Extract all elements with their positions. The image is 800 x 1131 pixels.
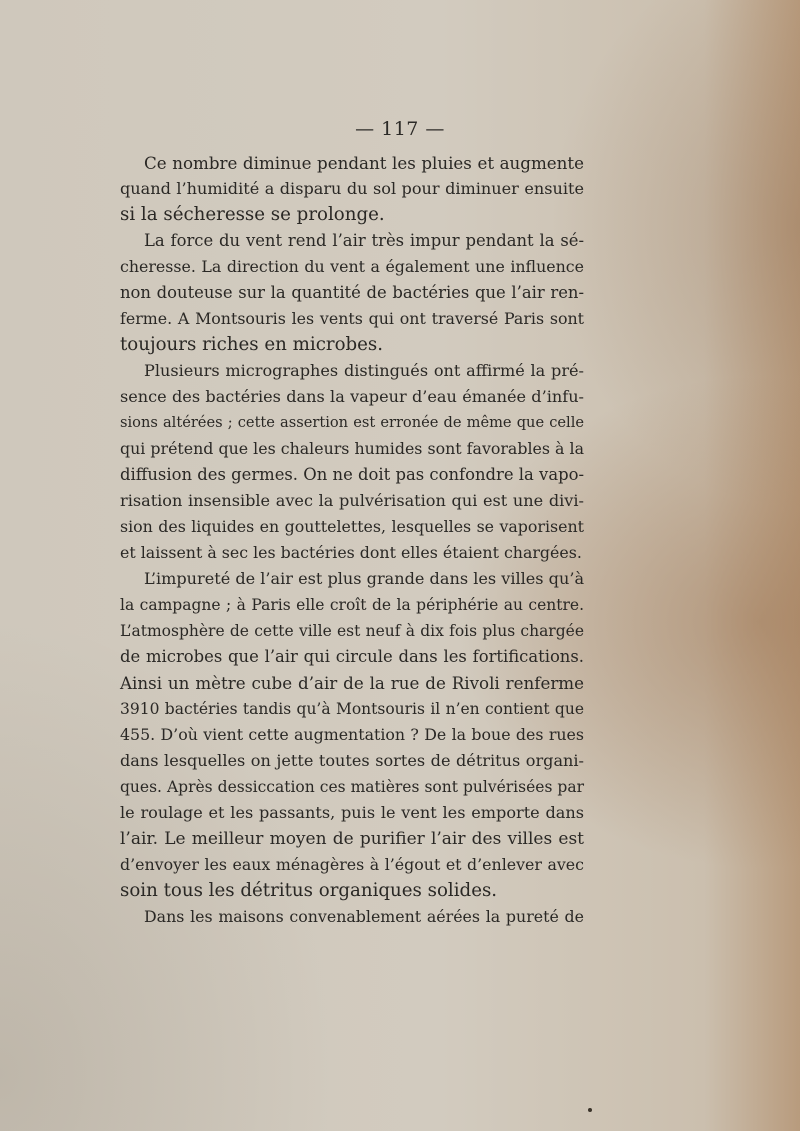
text-line: 455. D’où vient cette augmentation ? De la boue des rues [120,725,584,744]
text-line: sence des bactéries dans la vapeur d’eau émanée d’infu- [120,387,584,406]
text-line: L’atmosphère de cette ville est neuf à dix fois plus chargée [120,622,584,640]
text-line: La force du vent rend l’air très impur pendant la sé- [144,231,584,250]
text-line: cheresse. La direction du vent a également une influence [120,257,584,276]
text-line: risation insensible avec la pulvérisation qui est une divi- [120,491,584,510]
text-line: si la sécheresse se prolonge. [120,204,385,225]
text-line: non douteuse sur la quantité de bactéries que l’air ren- [120,283,584,302]
text-line: la campagne ; à Paris elle croît de la périphérie au centre. [120,596,584,614]
text-line: d’envoyer les eaux ménagères à l’égout et d’enlever avec [120,855,584,874]
text-line: Ce nombre diminue pendant les pluies et augmente [144,153,584,173]
text-line: soin tous les détritus organiques solides. [120,880,498,901]
text-line: ferme. A Montsouris les vents qui ont traversé Paris sont [120,309,584,328]
text-line: quand l’humidité a disparu du sol pour diminuer ensuite [120,179,584,198]
text-line: Plusieurs micrographes distingués ont affirmé la pré- [144,361,584,380]
text-line: de microbes que l’air qui circule dans les fortifications. [120,647,584,666]
text-line: et laissent à sec les bactéries dont elles étaient chargées. [120,543,582,562]
text-line: qui prétend que les chaleurs humides sont favorables à la [120,439,584,458]
text-line: sion des liquides en gouttelettes, lesquelles se vaporisent [120,517,584,536]
text-line: l’air. Le meilleur moyen de purifier l’air des villes est [120,829,584,849]
paper-speck [588,1108,592,1112]
text-line: dans lesquelles on jette toutes sortes de détritus organi- [120,751,584,770]
text-line: le roulage et les passants, puis le vent les emporte dans [120,803,584,822]
text-line: Dans les maisons convenablement aérées la pureté de [144,907,584,926]
text-line: 3910 bactéries tandis qu’à Montsouris il n’en contient que [120,700,584,718]
text-line: L’impureté de l’air est plus grande dans les villes qu’à [144,569,585,588]
text-line: diffusion des germes. On ne doit pas confondre la vapo- [120,465,584,484]
body-text [120,150,584,930]
text-line: sions altérées ; cette assertion est erronée de même que celle [120,414,584,431]
text-line: toujours riches en microbes. [120,334,384,355]
page-number: — 117 — [355,118,445,140]
text-line: ques. Après dessiccation ces matières sont pulvérisées par [120,778,584,796]
text-line: Ainsi un mètre cube d’air de la rue de Rivoli renferme [120,673,584,693]
